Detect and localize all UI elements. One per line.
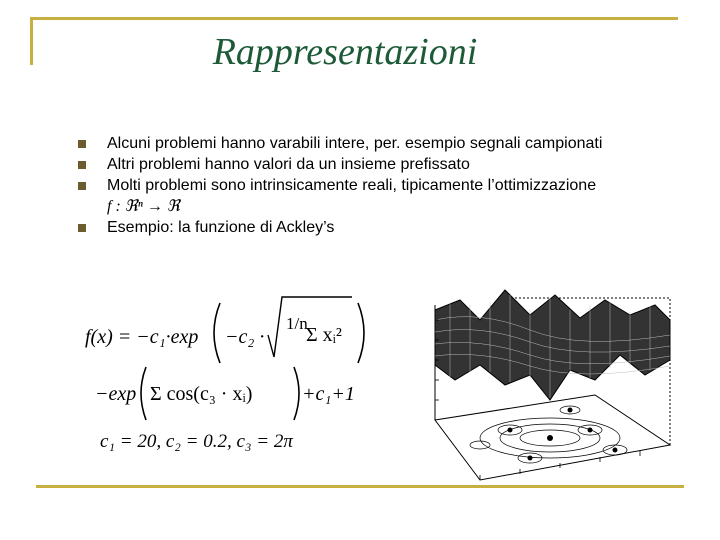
formula-inner: −c₂ ·: [225, 326, 265, 348]
square-bullet-icon: [78, 140, 86, 148]
square-bullet-icon: [78, 224, 86, 232]
bullet-item: [78, 175, 708, 217]
slide-title: Rappresentazioni: [212, 31, 478, 73]
frame-bottom-line: [36, 485, 684, 488]
bullet-text: Esempio: la funzione di Ackley’s: [107, 219, 335, 236]
bullet-text: Molti problemi sono intrinsicamente reali, tipicamente l’ottimizzazione: [107, 177, 597, 194]
frame-top-line: [30, 17, 678, 20]
square-bullet-icon: [78, 182, 86, 190]
formula-sum2: Σ cos(c₃ · xᵢ): [150, 383, 253, 405]
bullet-item: [78, 217, 708, 238]
bullet-text: Altri problemi hanno valori da un insieme prefissato: [107, 156, 470, 173]
bullet-item: [78, 154, 708, 175]
wireframe-surface: [435, 290, 670, 400]
formula-constants: c₁ = 20, c₂ = 0.2, c₃ = 2π: [100, 431, 293, 452]
formula-sum: Σ xᵢ²: [306, 324, 342, 346]
bullet-subtext: f : ℜⁿ → ℜ: [107, 198, 180, 215]
bullet-item: [78, 133, 708, 154]
formula-line2-prefix: −exp: [95, 383, 137, 405]
bullet-text: Alcuni problemi hanno varabili intere, per. esempio segnali campionati: [107, 135, 603, 152]
formula-frac: 1/n: [286, 314, 308, 333]
formula-lhs: f(x) = −c₁·exp: [85, 326, 199, 348]
bullet-list: [78, 133, 708, 238]
ackley-surface-plot: [420, 280, 695, 485]
formula-line2-suffix: +c₁+1: [302, 383, 355, 405]
square-bullet-icon: [78, 161, 86, 169]
ackley-formula: [80, 285, 380, 455]
